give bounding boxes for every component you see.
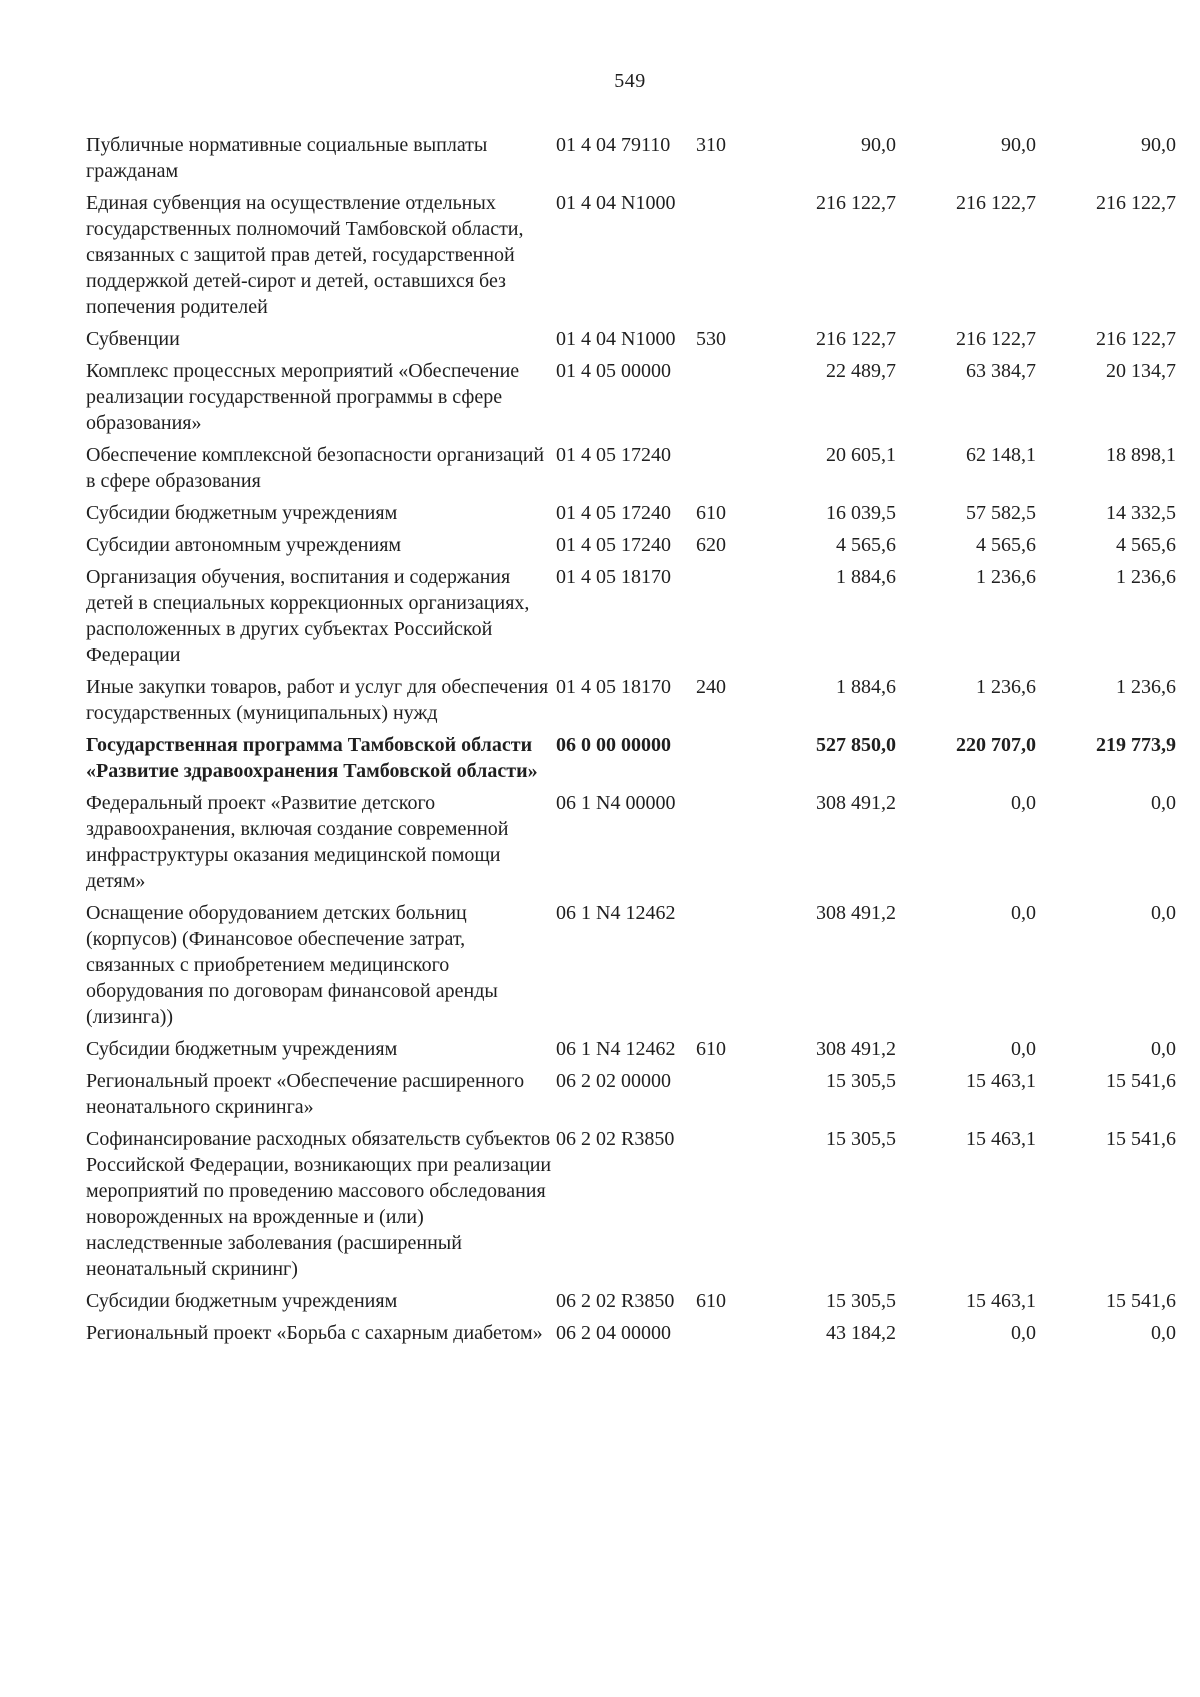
row-value-year3: 15 541,6 <box>1106 1290 1176 1312</box>
table-row <box>86 128 1176 186</box>
row-expense-type: 530 <box>696 328 726 350</box>
row-name: Комплекс процессных мероприятий «Обеспечение реализации государственной программы в сфере образования» <box>86 360 520 434</box>
row-value-year1: 15 305,5 <box>826 1290 896 1312</box>
row-value-year2: 90,0 <box>1001 134 1036 156</box>
row-value-year1: 308 491,2 <box>816 1038 896 1060</box>
row-value-year2: 0,0 <box>1011 902 1036 924</box>
row-expense-type: 610 <box>696 1038 726 1060</box>
row-code: 01 4 05 17240 <box>556 502 671 524</box>
row-value-year2: 63 384,7 <box>966 360 1036 382</box>
row-expense-type <box>696 354 756 438</box>
row-name: Субсидии автономным учреждениям <box>86 534 402 556</box>
row-value-year2: 216 122,7 <box>956 192 1036 214</box>
row-value-year1: 43 184,2 <box>826 1322 896 1344</box>
table-row <box>86 322 1176 354</box>
row-value-year2: 15 463,1 <box>966 1128 1036 1150</box>
row-value-year3: 14 332,5 <box>1106 502 1176 524</box>
row-code: 06 0 00 00000 <box>556 734 671 756</box>
row-value-year1: 16 039,5 <box>826 502 896 524</box>
row-value-year3: 4 565,6 <box>1116 534 1176 556</box>
row-value-year1: 22 489,7 <box>826 360 896 382</box>
row-expense-type: 240 <box>696 676 726 698</box>
row-value-year1: 1 884,6 <box>836 566 896 588</box>
row-value-year2: 15 463,1 <box>966 1070 1036 1092</box>
table-row <box>86 1316 1176 1348</box>
row-expense-type <box>696 786 756 896</box>
row-value-year2: 216 122,7 <box>956 328 1036 350</box>
row-name: Обеспечение комплексной безопасности организаций в сфере образования <box>86 444 545 492</box>
table-row <box>86 896 1176 1032</box>
row-value-year2: 1 236,6 <box>976 676 1036 698</box>
row-expense-type <box>696 1064 756 1122</box>
row-value-year2: 0,0 <box>1011 1038 1036 1060</box>
row-value-year1: 308 491,2 <box>816 902 896 924</box>
row-name: Организация обучения, воспитания и содержания детей в специальных коррекционных организациях, расположенных в других субъектах Российской Федерации <box>86 566 530 666</box>
row-value-year3: 216 122,7 <box>1096 328 1176 350</box>
row-value-year2: 62 148,1 <box>966 444 1036 466</box>
row-code: 06 1 N4 00000 <box>556 792 676 814</box>
row-value-year1: 308 491,2 <box>816 792 896 814</box>
row-expense-type: 310 <box>696 134 726 156</box>
row-expense-type <box>696 560 756 670</box>
table-row <box>86 354 1176 438</box>
row-code: 01 4 04 N1000 <box>556 328 676 350</box>
row-code: 01 4 05 18170 <box>556 676 671 698</box>
table-row <box>86 560 1176 670</box>
table-row <box>86 1284 1176 1316</box>
budget-table <box>86 128 1176 1348</box>
row-code: 01 4 04 N1000 <box>556 192 676 214</box>
row-code: 06 1 N4 12462 <box>556 902 676 924</box>
row-value-year3: 1 236,6 <box>1116 676 1176 698</box>
row-name: Государственная программа Тамбовской области «Развитие здравоохранения Тамбовской области» <box>86 734 538 782</box>
row-value-year3: 18 898,1 <box>1106 444 1176 466</box>
row-expense-type: 620 <box>696 534 726 556</box>
row-value-year3: 0,0 <box>1151 1038 1176 1060</box>
row-value-year3: 90,0 <box>1141 134 1176 156</box>
row-name: Оснащение оборудованием детских больниц (корпусов) (Финансовое обеспечение затрат, связанных с приобретением медицинского оборудования по договорам финансовой аренды (лизинга)) <box>86 902 498 1028</box>
table-row <box>86 786 1176 896</box>
row-value-year3: 0,0 <box>1151 792 1176 814</box>
table-row <box>86 1122 1176 1284</box>
row-code: 06 2 02 R3850 <box>556 1290 675 1312</box>
row-value-year2: 4 565,6 <box>976 534 1036 556</box>
row-value-year1: 20 605,1 <box>826 444 896 466</box>
row-name: Субсидии бюджетным учреждениям <box>86 1038 398 1060</box>
row-expense-type <box>696 186 756 322</box>
row-name: Публичные нормативные социальные выплаты гражданам <box>86 134 488 182</box>
row-code: 06 2 02 R3850 <box>556 1128 675 1150</box>
row-value-year2: 220 707,0 <box>956 734 1036 756</box>
row-value-year3: 15 541,6 <box>1106 1128 1176 1150</box>
row-expense-type: 610 <box>696 502 726 524</box>
table-row <box>86 528 1176 560</box>
budget-table-body <box>86 128 1176 1348</box>
row-value-year2: 1 236,6 <box>976 566 1036 588</box>
page-number: 549 <box>614 70 646 92</box>
row-value-year1: 4 565,6 <box>836 534 896 556</box>
row-expense-type: 610 <box>696 1290 726 1312</box>
row-value-year2: 15 463,1 <box>966 1290 1036 1312</box>
row-value-year1: 216 122,7 <box>816 192 896 214</box>
row-name: Региональный проект «Борьба с сахарным диабетом» <box>86 1322 543 1344</box>
row-code: 01 4 05 17240 <box>556 534 671 556</box>
row-value-year3: 219 773,9 <box>1096 734 1176 756</box>
row-value-year3: 20 134,7 <box>1106 360 1176 382</box>
row-value-year2: 57 582,5 <box>966 502 1036 524</box>
row-name: Единая субвенция на осуществление отдельных государственных полномочий Тамбовской области, связанных с защитой прав детей, государственной поддержкой детей-сирот и детей, оставшихся без попечения родителей <box>86 192 524 318</box>
table-row <box>86 186 1176 322</box>
row-code: 01 4 05 00000 <box>556 360 671 382</box>
row-value-year3: 0,0 <box>1151 902 1176 924</box>
table-row <box>86 438 1176 496</box>
table-row <box>86 728 1176 786</box>
row-code: 01 4 04 79110 <box>556 134 671 156</box>
row-name: Субвенции <box>86 328 180 350</box>
row-value-year1: 90,0 <box>861 134 896 156</box>
table-row <box>86 670 1176 728</box>
row-code: 01 4 05 17240 <box>556 444 671 466</box>
row-value-year1: 216 122,7 <box>816 328 896 350</box>
table-row <box>86 496 1176 528</box>
row-expense-type <box>696 896 756 1032</box>
row-name: Субсидии бюджетным учреждениям <box>86 502 398 524</box>
row-name: Иные закупки товаров, работ и услуг для обеспечения государственных (муниципальных) нужд <box>86 676 549 724</box>
row-name: Региональный проект «Обеспечение расширенного неонатального скрининга» <box>86 1070 525 1118</box>
row-value-year3: 216 122,7 <box>1096 192 1176 214</box>
row-value-year3: 0,0 <box>1151 1322 1176 1344</box>
row-value-year3: 1 236,6 <box>1116 566 1176 588</box>
row-expense-type <box>696 1122 756 1284</box>
row-value-year3: 15 541,6 <box>1106 1070 1176 1092</box>
row-name: Федеральный проект «Развитие детского здравоохранения, включая создание современной инфраструктуры оказания медицинской помощи детям» <box>86 792 509 892</box>
row-value-year1: 15 305,5 <box>826 1070 896 1092</box>
table-row <box>86 1032 1176 1064</box>
row-value-year1: 1 884,6 <box>836 676 896 698</box>
row-name: Субсидии бюджетным учреждениям <box>86 1290 398 1312</box>
row-code: 06 1 N4 12462 <box>556 1038 676 1060</box>
row-value-year1: 527 850,0 <box>816 734 896 756</box>
row-code: 06 2 04 00000 <box>556 1322 671 1344</box>
table-row <box>86 1064 1176 1122</box>
row-expense-type <box>696 438 756 496</box>
row-expense-type <box>696 1316 756 1348</box>
row-code: 01 4 05 18170 <box>556 566 671 588</box>
row-value-year2: 0,0 <box>1011 792 1036 814</box>
row-code: 06 2 02 00000 <box>556 1070 671 1092</box>
row-expense-type <box>696 728 756 786</box>
row-value-year2: 0,0 <box>1011 1322 1036 1344</box>
row-name: Софинансирование расходных обязательств субъектов Российской Федерации, возникающих при реализации мероприятий по проведению массового обследования новорожденных на врожденные и (или) наследственные заболевания (расширенный неонатальный скрининг) <box>86 1128 552 1280</box>
row-value-year1: 15 305,5 <box>826 1128 896 1150</box>
